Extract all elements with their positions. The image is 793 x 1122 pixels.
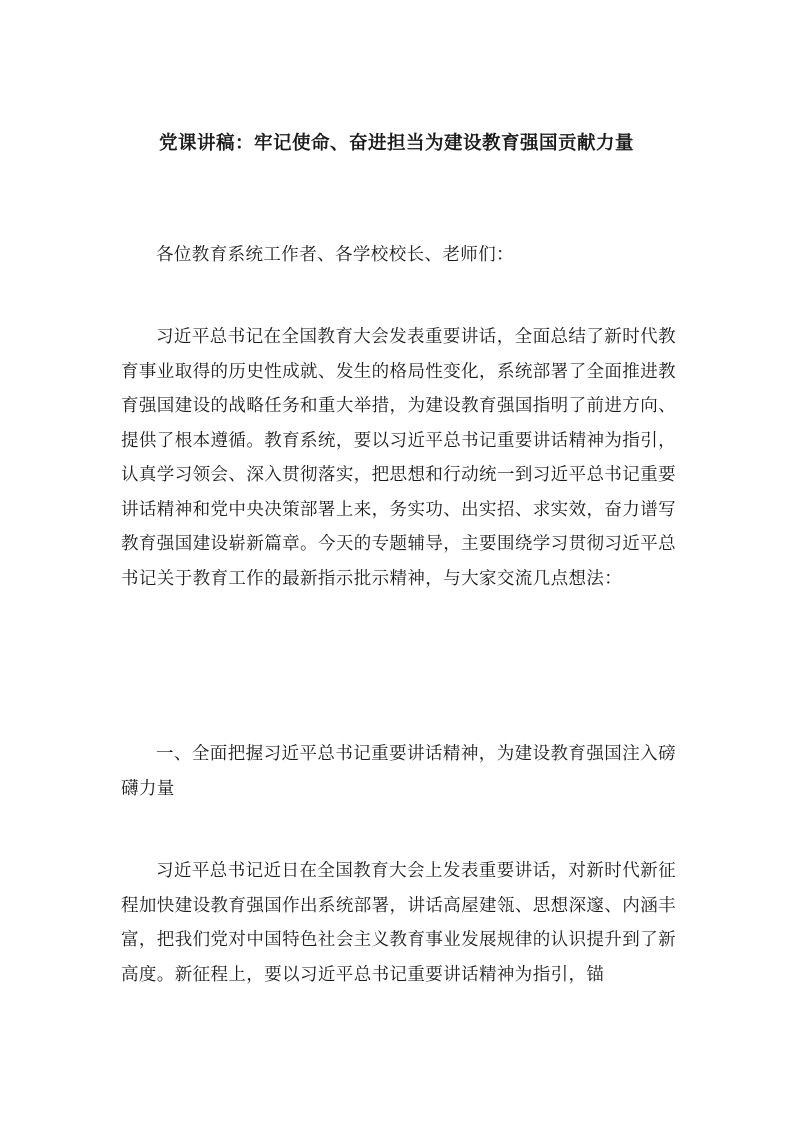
salutation: 各位教育系统工作者、各学校校长、老师们： — [156, 245, 514, 265]
intro-paragraph: 习近平总书记在全国教育大会发表重要讲话，全面总结了新时代教育事业取得的历史性成就、发生的格局性变化，系统部署了全面推进教育强国建设的战略任务和重大举措，为建设教育强国指明了前进方向、提供了根本遵循。教育系统，要以习近平总书记重要讲话精神为指引，认真学习领会、深入贯彻落实，把思想和行动统一到习近平总书记重要讲话精神和党中央决策部署上来，务实功、出实招、求实效，奋力谱写教育强国建设崭新篇章。今天的专题辅导，主要围绕学习贯彻习近平总书记关于教育工作的最新指示批示精神，与大家交流几点想法： — [121, 327, 676, 589]
document-title: 党课讲稿：牢记使命、奋进担当为建设教育强国贡献力量 — [158, 133, 634, 154]
section-1-paragraph: 习近平总书记近日在全国教育大会上发表重要讲话，对新时代新征程加快建设教育强国作出系统部署，讲话高屋建瓴、思想深邃、内涵丰富，把我们党对中国特色社会主义教育事业发展规律的认识提升到了新高度。新征程上，要以习近平总书记重要讲话精神为指引，锚 — [121, 861, 676, 985]
section-heading-1: 一、全面把握习近平总书记重要讲话精神，为建设教育强国注入磅礴力量 — [121, 744, 676, 799]
